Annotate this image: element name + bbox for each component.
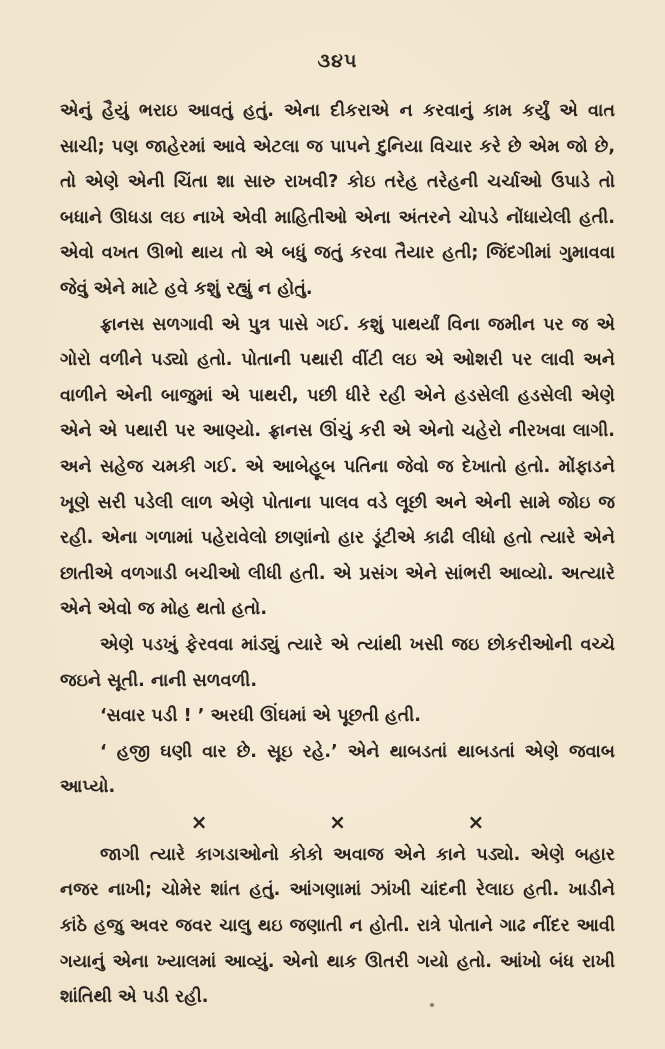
paragraph-6: જાગી ત્યારે કાગડાઓનો કોકો અવાજ એને કાને પડ્યો. એણે બહાર નજર નાખી; ચોમેર શાંત હતું. આંગણામાં ઝાંખી ચાંદની રેલાઇ હતી. ખાડીને કાંઠે હજુ અવર જવર ચાલુ થઇ જણાતી ન હોતી. રાત્રે પોતાને ગાઢ નીંદર આવી ગયાનું એના ખ્યાલમાં આવ્યું. એનો થાક ઊતરી ગયો હતો. આંખો બંધ રાખી શાંતિથી એ પડી રહી. (60, 844, 615, 1008)
paragraph-2: ફ્રાનસ સળગાવી એ પુત્ર પાસે ગઈ. કશું પાથર્યાં વિના જમીન પર જ એ ગોરો વળીને પડ્યો હતો. પોતાની પથારી વીંટી લઇ એ ઓશરી પર લાવી અને વાળીને એની બાજુમાં એ પાથરી, પછી ધીરે રહી એને હડસેલી હડસેલી એણે એને એ પથારી પર આણ્યો. ફ્રાનસ ઊંચું કરી એ એનો ચહેરો નીરખવા લાગી. અને સહેજ ચમકી ગઈ. એ આબેહૂબ પતિના જેવો જ દેખાતો હતો. મોંફાડને ખૂણે સરી પડેલી લાળ એણે પોતાના પાલવ વડે લૂછી અને એની સામે જોઇ જ રહી. એના ગળામાં પહેરાવેલો છાણાંનો હાર ડૂંટીએ કાઢી લીધો હતો ત્યારે એને છાતીએ વળગાડી બચીઓ લીધી હતી. એ પ્રસંગ એને સાંભરી આવ્યો. અત્યારે એને એવો જ મોહ થતો હતો. (60, 314, 615, 620)
section-break-mark: × (329, 809, 346, 834)
ink-speck (430, 1003, 434, 1007)
section-break (60, 806, 615, 838)
body-text (60, 94, 615, 1016)
paragraph-1: એનું હૈયું ભરાઇ આવતું હતું. એના દીકરાએ ન કરવાનું કામ કર્યું એ વાત સાચી; પણ જાહેરમાં આવે એટલા જ પાપને દુનિયા વિચાર કરે છે એમ જો છે, તો એણે એની ચિંતા શા સારુ રાખવી? કોઇ તરેહ તરેહની ચર્ચાઓ ઉપાડે તો બધાને ઊધડા લઇ નાખે એવી માહિતીઓ એના અંતરને ચોપડે નોંધાયેલી હતી. એવો વખત ઊભો થાય તો એ બધું જતું કરવા તૈયાર હતી; જિંદગીમાં ગુમાવવા જેવું એને માટે હવે કશું રહ્યું ન હોતું. (60, 101, 615, 299)
paragraph-3: એણે પડખું ફેરવવા માંડ્યું ત્યારે એ ત્યાંથી ખસી જઇ છોકરીઓની વચ્ચે જઇને સૂતી. નાની સળવળી. (60, 634, 615, 691)
section-break-mark: × (190, 809, 208, 834)
paragraph-5: ‘ હજી ઘણી વાર છે. સૂઇ રહે.’ એને થાબડતાં થાબડતાં એણે જવાબ આપ્યો. (60, 741, 615, 798)
paragraph-4: ‘સવાર પડી ! ’ અરધી ઊંઘમાં એ પૂછતી હતી. (100, 706, 421, 727)
section-break-mark: × (467, 809, 485, 834)
page-number: ૩૪૫ (317, 50, 358, 72)
